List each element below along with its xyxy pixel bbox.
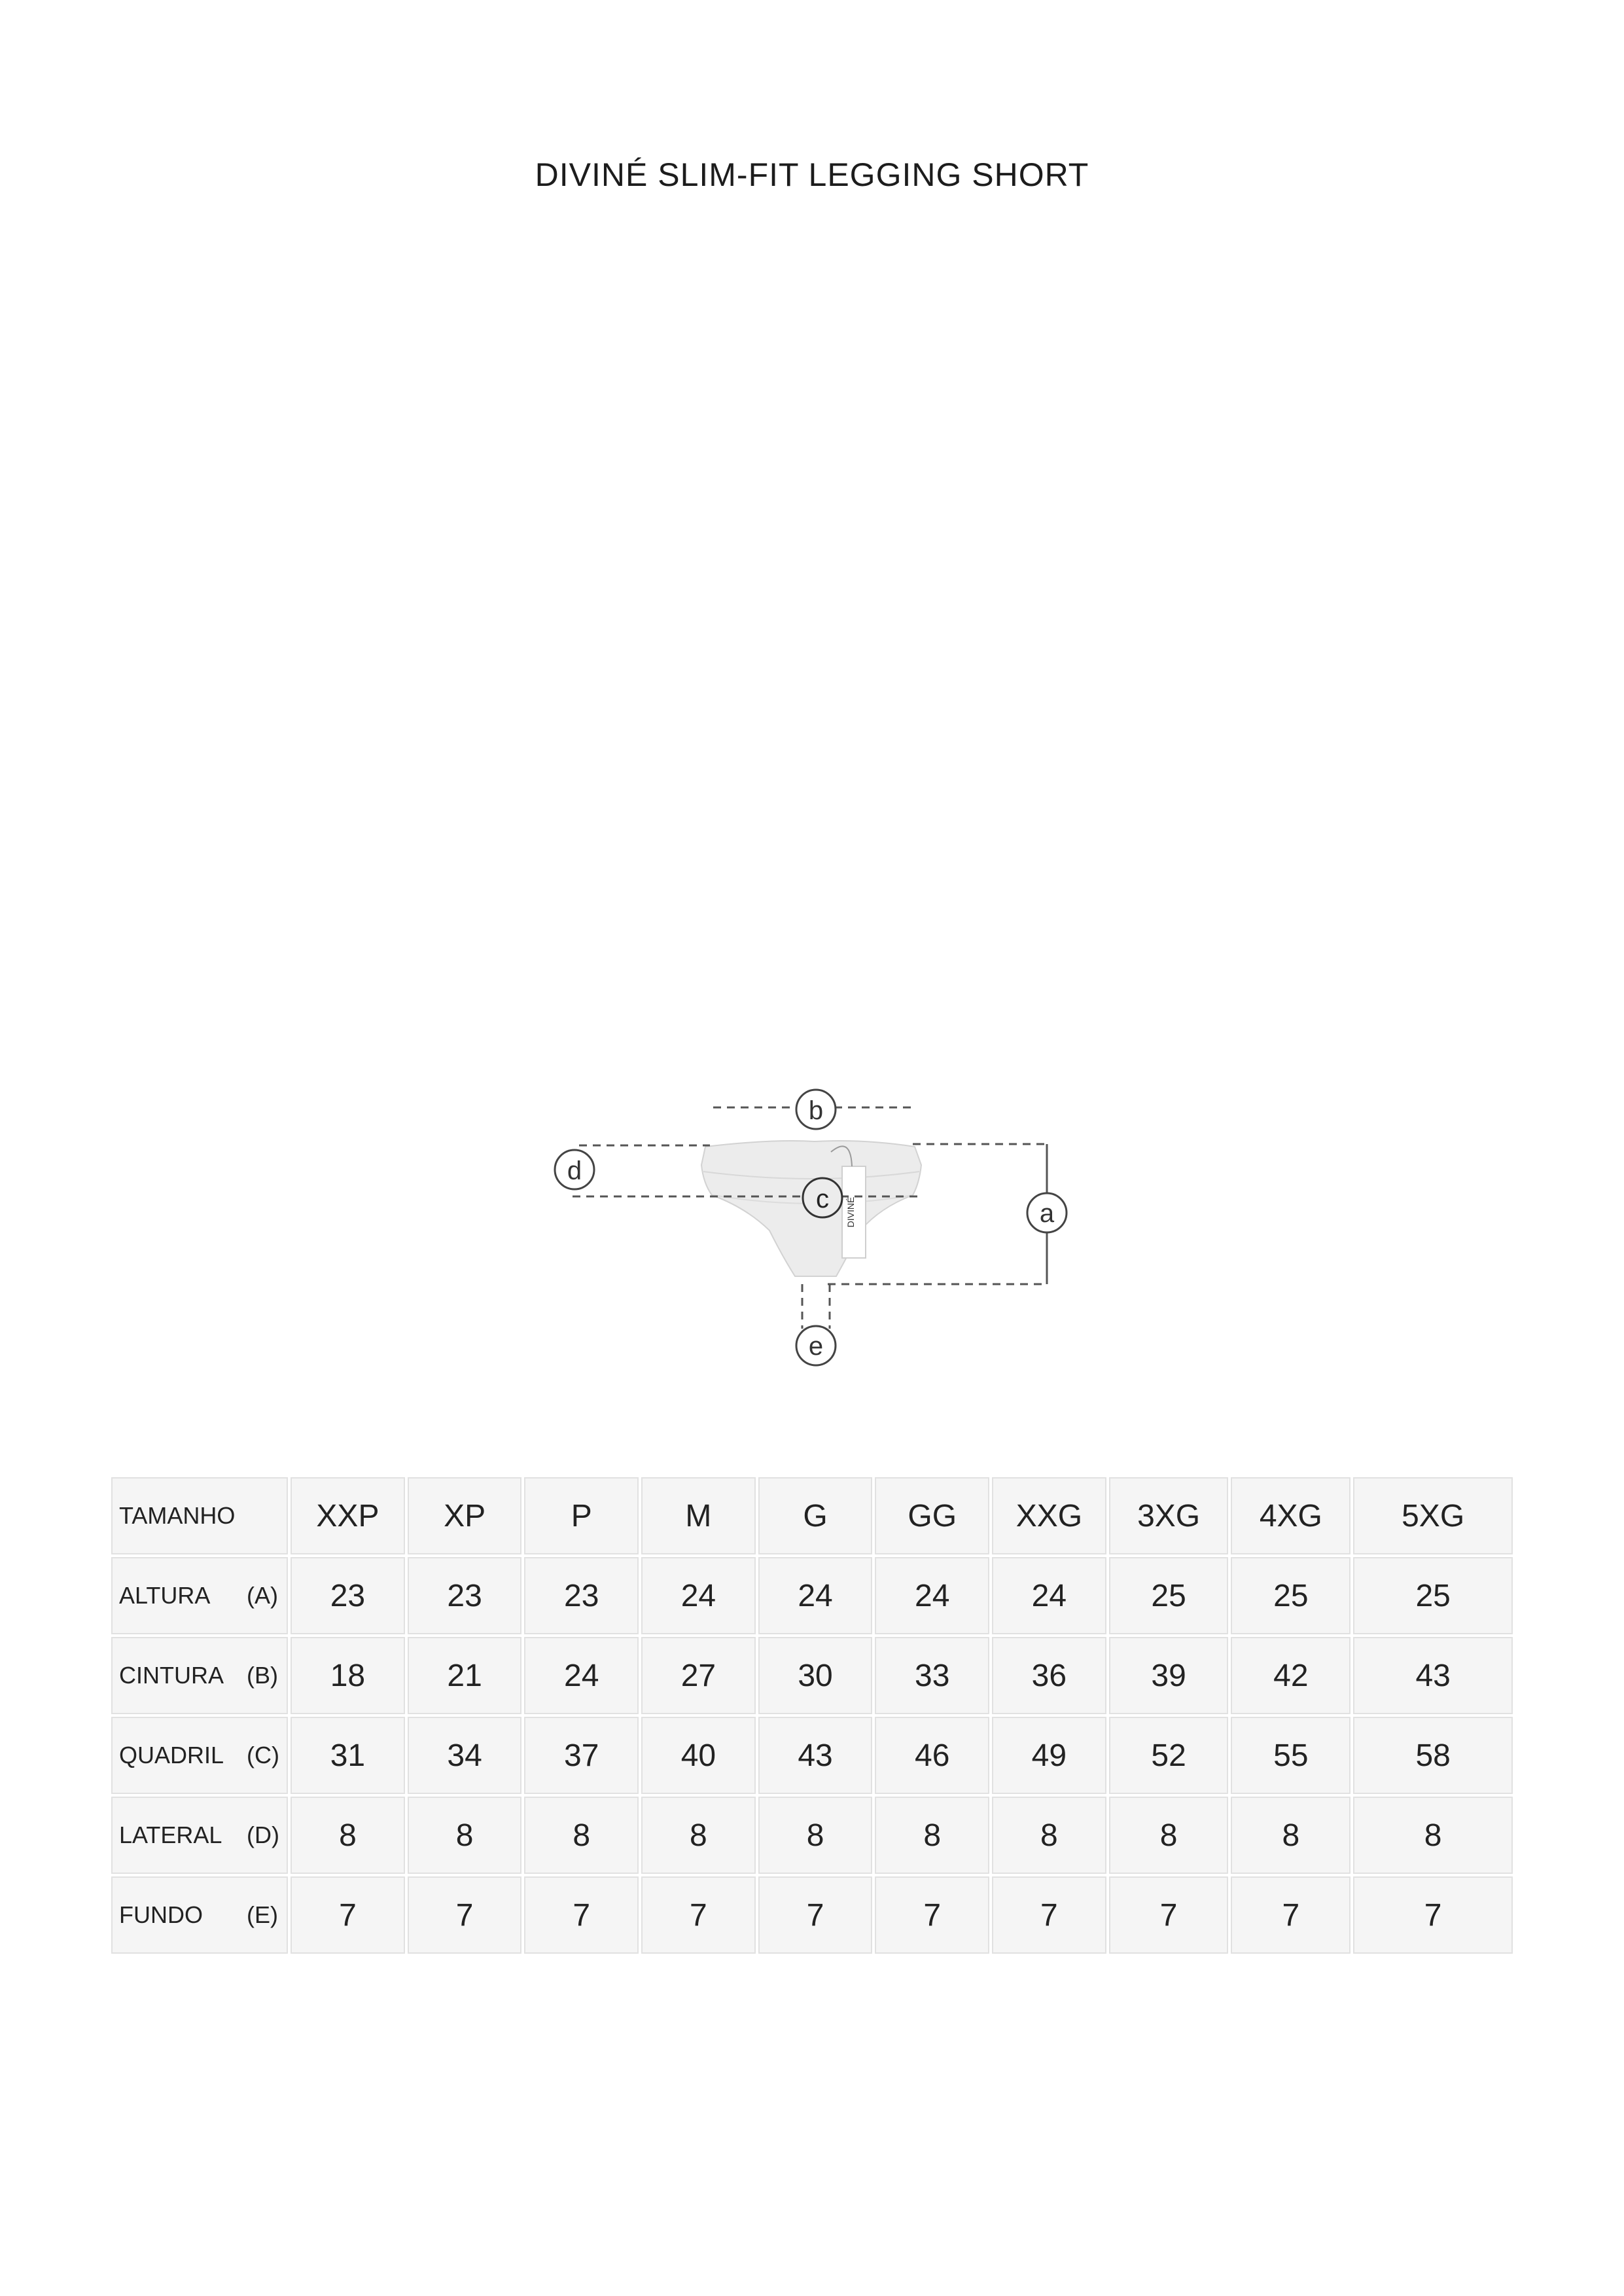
table-cell: 7 — [1353, 1876, 1513, 1954]
table-cell: 8 — [641, 1797, 756, 1874]
size-header: 4XG — [1231, 1477, 1350, 1554]
table-cell: 8 — [524, 1797, 639, 1874]
table-cell: 8 — [291, 1797, 405, 1874]
row-label: LATERAL — [119, 1821, 222, 1848]
size-header: XXP — [291, 1477, 405, 1554]
marker-b — [796, 1090, 836, 1129]
row-label-cell — [111, 1717, 288, 1794]
table-row-altura — [111, 1557, 1513, 1634]
table-cell: 46 — [875, 1717, 989, 1794]
marker-a-label: a — [1039, 1199, 1055, 1228]
header-row — [111, 1477, 1513, 1554]
table-cell: 33 — [875, 1637, 989, 1714]
table-cell: 52 — [1109, 1717, 1229, 1794]
table-cell: 39 — [1109, 1637, 1229, 1714]
row-code: (D) — [247, 1821, 279, 1848]
marker-d — [555, 1150, 594, 1189]
table-cell: 23 — [291, 1557, 405, 1634]
table-cell: 36 — [992, 1637, 1106, 1714]
row-label: CINTURA — [119, 1662, 224, 1689]
table-cell: 25 — [1231, 1557, 1350, 1634]
marker-e — [796, 1326, 836, 1365]
table-row-lateral — [111, 1797, 1513, 1874]
tag-text: DIVINÉ — [845, 1196, 856, 1228]
row-label-cell — [111, 1557, 288, 1634]
table-cell: 7 — [291, 1876, 405, 1954]
table-cell: 8 — [875, 1797, 989, 1874]
table-cell: 7 — [758, 1876, 873, 1954]
marker-e-label: e — [808, 1332, 824, 1361]
table-cell: 7 — [524, 1876, 639, 1954]
table-cell: 27 — [641, 1637, 756, 1714]
row-label-cell — [111, 1876, 288, 1954]
table-cell: 8 — [408, 1797, 522, 1874]
size-chart-table — [109, 1475, 1515, 1956]
table-row-cintura — [111, 1637, 1513, 1714]
table-cell: 24 — [875, 1557, 989, 1634]
row-label: QUADRIL — [119, 1742, 224, 1768]
row-code: (E) — [247, 1901, 278, 1928]
table-cell: 43 — [758, 1717, 873, 1794]
table-cell: 7 — [992, 1876, 1106, 1954]
row-label-cell — [111, 1797, 288, 1874]
marker-a — [1027, 1193, 1067, 1232]
header-label-cell — [111, 1477, 288, 1554]
size-header: 5XG — [1353, 1477, 1513, 1554]
table-cell: 49 — [992, 1717, 1106, 1794]
size-header: XP — [408, 1477, 522, 1554]
table-cell: 7 — [641, 1876, 756, 1954]
page-title: DIVINÉ SLIM-FIT LEGGING SHORT — [535, 156, 1089, 193]
table-cell: 8 — [1231, 1797, 1350, 1874]
measurement-diagram — [537, 1073, 1073, 1381]
size-header: P — [524, 1477, 639, 1554]
table-cell: 25 — [1109, 1557, 1229, 1634]
size-header: 3XG — [1109, 1477, 1229, 1554]
table-cell: 34 — [408, 1717, 522, 1794]
row-code: (A) — [247, 1582, 278, 1609]
table-cell: 25 — [1353, 1557, 1513, 1634]
size-header: G — [758, 1477, 873, 1554]
table-cell: 30 — [758, 1637, 873, 1714]
table-cell: 7 — [408, 1876, 522, 1954]
row-label: ALTURA — [119, 1582, 211, 1609]
marker-c-label: c — [816, 1185, 829, 1213]
table-cell: 7 — [875, 1876, 989, 1954]
table-cell: 18 — [291, 1637, 405, 1714]
marker-b-label: b — [808, 1096, 824, 1125]
table-cell: 8 — [758, 1797, 873, 1874]
size-header: M — [641, 1477, 756, 1554]
table-row-fundo — [111, 1876, 1513, 1954]
table-cell: 7 — [1231, 1876, 1350, 1954]
row-code: (C) — [247, 1742, 279, 1768]
table-cell: 24 — [758, 1557, 873, 1634]
row-label-cell — [111, 1637, 288, 1714]
marker-c — [803, 1178, 842, 1217]
table-cell: 7 — [1109, 1876, 1229, 1954]
header-label: TAMANHO — [119, 1502, 236, 1529]
table-cell: 23 — [524, 1557, 639, 1634]
table-cell: 23 — [408, 1557, 522, 1634]
row-code: (B) — [247, 1662, 278, 1689]
table-cell: 24 — [992, 1557, 1106, 1634]
table-cell: 55 — [1231, 1717, 1350, 1794]
table-row-quadril — [111, 1717, 1513, 1794]
row-label: FUNDO — [119, 1901, 203, 1928]
size-header: GG — [875, 1477, 989, 1554]
table-cell: 24 — [524, 1637, 639, 1714]
table-cell: 8 — [1353, 1797, 1513, 1874]
table-cell: 37 — [524, 1717, 639, 1794]
table-cell: 43 — [1353, 1637, 1513, 1714]
table-cell: 31 — [291, 1717, 405, 1794]
table-cell: 8 — [992, 1797, 1106, 1874]
table-cell: 8 — [1109, 1797, 1229, 1874]
table-cell: 40 — [641, 1717, 756, 1794]
size-header: XXG — [992, 1477, 1106, 1554]
marker-d-label: d — [567, 1157, 582, 1185]
table-cell: 58 — [1353, 1717, 1513, 1794]
table-cell: 42 — [1231, 1637, 1350, 1714]
table-cell: 24 — [641, 1557, 756, 1634]
table-cell: 21 — [408, 1637, 522, 1714]
